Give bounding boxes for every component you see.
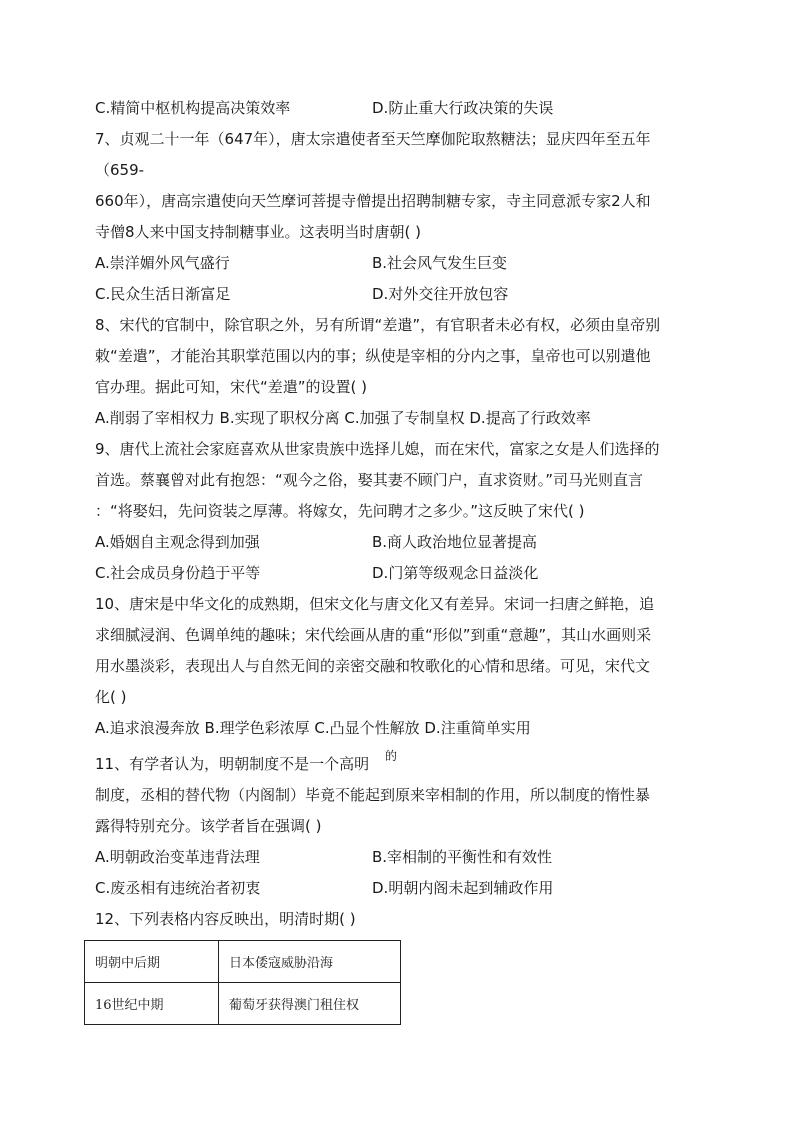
q10-stem-line-4: 化( ): [95, 688, 127, 706]
q9-option-c: C.社会成员身份趋于平等: [95, 564, 261, 582]
q7-stem-line-1: 7、贞观二十一年（647年），唐太宗遣使者至天竺摩伽陀取熬糖法；显庆四年至五年: [95, 130, 651, 148]
q9-stem-line-2: 首选。蔡襄曾对此有抱怨：“观今之俗，娶其妻不顾门户，直求资财。”司马光则直言: [95, 471, 644, 489]
table-cell: 日本倭寇威胁沿海: [219, 941, 401, 983]
q9-option-a: A.婚姻自主观念得到加强: [95, 533, 260, 551]
q9-stem-line-3: ：“将娶妇，先问资装之厚薄。将嫁女，先问聘才之多少。”这反映了宋代( ): [95, 502, 585, 520]
q11-option-c: C.废丞相有违统治者初衷: [95, 879, 261, 897]
q7-option-c: C.民众生活日渐富足: [95, 285, 231, 303]
q7-option-d: D.对外交往开放包容: [372, 285, 509, 303]
q6-option-c: C.精简中枢机构提高决策效率: [95, 99, 291, 117]
q7-option-b: B.社会风气发生巨变: [372, 254, 508, 272]
q9-option-b: B.商人政治地位显著提高: [372, 533, 538, 551]
q12-table: [84, 940, 401, 1025]
table-cell: 16世纪中期: [85, 983, 219, 1025]
table-row: [85, 941, 401, 983]
q7-stem-line-4: 寺僧8人来中国支持制糖事业。这表明当时唐朝( ): [95, 223, 422, 241]
q6-option-d: D.防止重大行政决策的失误: [372, 99, 554, 117]
q11-superscript: 的: [385, 749, 398, 763]
q7-stem-line-2: （659-: [95, 161, 145, 179]
q11-option-b: B.宰相制的平衡性和有效性: [372, 848, 553, 866]
q9-option-d: D.门第等级观念日益淡化: [372, 564, 539, 582]
q11-option-d: D.明朝内阁未起到辅政作用: [372, 879, 554, 897]
q9-stem-line-1: 9、唐代上流社会家庭喜欢从世家贵族中选择儿媳，而在宋代，富家之女是人们选择的: [95, 440, 660, 458]
q8-options: A.削弱了宰相权力 B.实现了职权分离 C.加强了专制皇权 D.提高了行政效率: [95, 409, 591, 427]
q8-stem-line-1: 8、宋代的官制中，除官职之外，另有所谓“差遣”，有官职者未必有权，必须由皇帝别: [95, 316, 661, 334]
q10-stem-line-1: 10、唐宋是中华文化的成熟期，但宋文化与唐文化又有差异。宋词一扫唐之鲜艳，追: [95, 595, 655, 613]
q7-option-a: A.崇洋媚外风气盛行: [95, 254, 230, 272]
q7-stem-line-3: 660年），唐高宗遣使向天竺摩诃菩提寺僧提出招聘制糖专家，寺主同意派专家2人和: [95, 192, 651, 210]
table-cell: 明朝中后期: [85, 941, 219, 983]
q12-stem-line-1: 12、下列表格内容反映出，明清时期( ): [95, 910, 356, 928]
q11-stem-line-3: 露得特别充分。该学者旨在强调( ): [95, 817, 322, 835]
q10-options: A.追求浪漫奔放 B.理学色彩浓厚 C.凸显个性解放 D.注重简单实用: [95, 719, 531, 737]
q10-stem-line-2: 求细腻浸润、色调单纯的趣味；宋代绘画从唐的重“形似”到重“意趣”，其山水画则采: [95, 626, 652, 644]
q8-stem-line-3: 官办理。据此可知，宋代“差遣”的设置( ): [95, 378, 368, 396]
q11-stem-line-2: 制度，丞相的替代物（内阁制）毕竟不能起到原来宰相制的作用，所以制度的惰性暴: [95, 786, 651, 804]
table-cell: 葡萄牙获得澳门租住权: [219, 983, 401, 1025]
q8-stem-line-2: 敕“差遣”，才能治其职掌范围以内的事；纵使是宰相的分内之事，皇帝也可以别遣他: [95, 347, 651, 365]
table-row: [85, 983, 401, 1025]
q11-stem-line-1: 11、有学者认为，明朝制度不是一个高明: [95, 755, 370, 773]
q10-stem-line-3: 用水墨淡彩，表现出人与自然无间的亲密交融和牧歌化的心情和思绪。可见，宋代文: [95, 657, 651, 675]
q11-option-a: A.明朝政治变革违背法理: [95, 848, 260, 866]
